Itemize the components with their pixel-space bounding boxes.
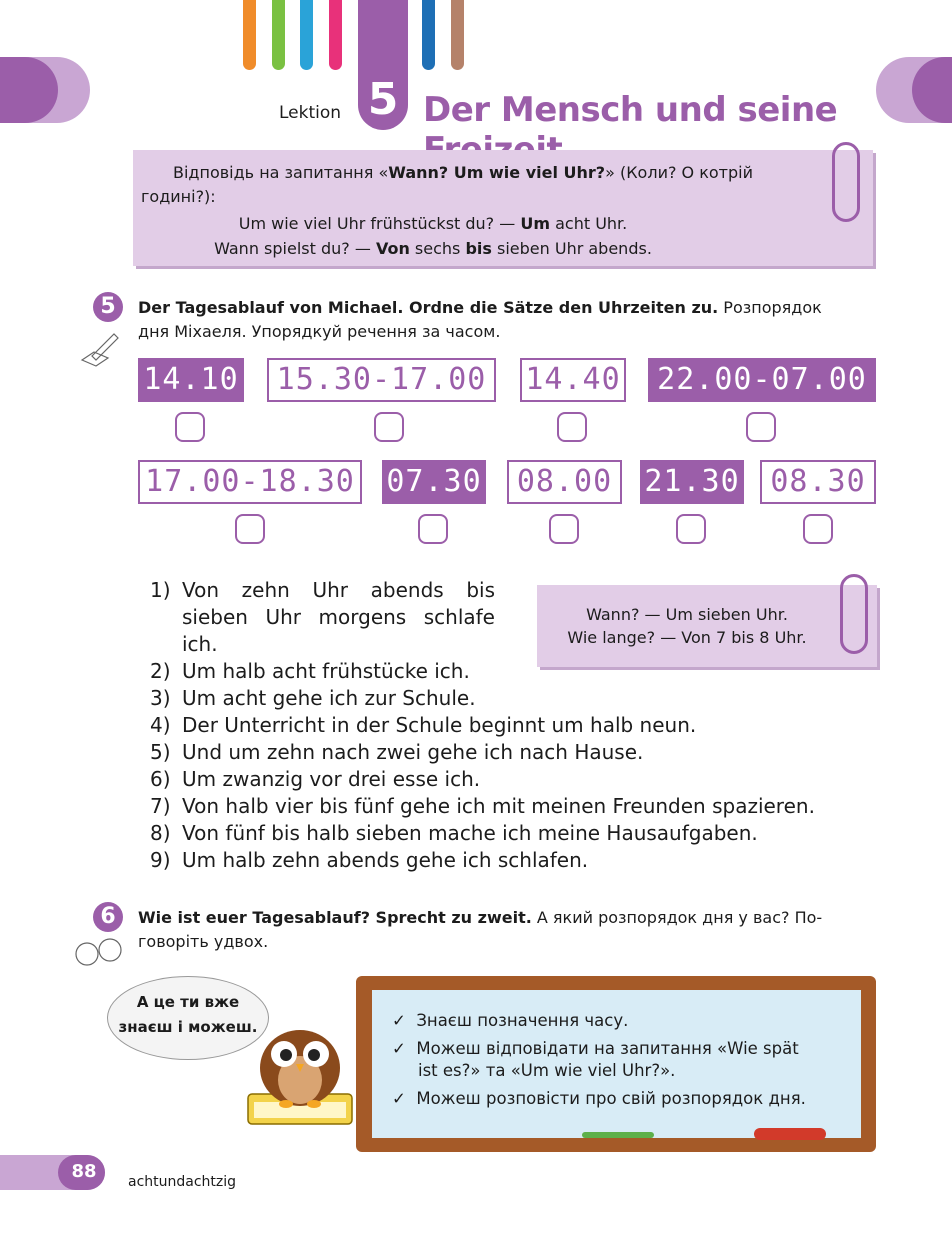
sentence-2: 2) Um halb acht frühstücke ich. (150, 659, 470, 683)
time-box: 21.30 (640, 460, 744, 504)
rule-line-4: Wann spielst du? — Von sechs bis sieben Uhr abends. (214, 239, 652, 258)
header-stripe-green (272, 0, 285, 70)
time-box: 08.00 (507, 460, 622, 504)
header-stripe-pink (329, 0, 342, 70)
eraser-icon (754, 1128, 826, 1140)
time-box: 14.10 (138, 358, 244, 402)
chalk-icon (582, 1132, 654, 1138)
board-item-2: ✓ Можеш відповідати на запитання «Wie spät ist es?» та «Um wie viel Uhr?». (392, 1039, 799, 1080)
answer-checkbox[interactable] (557, 412, 587, 442)
rule-line-1: Відповідь на запитання «Wann? Um wie viel Uhr?» (Коли? О котрій (173, 163, 753, 182)
board-item-3: ✓ Можеш розповісти про свій розпорядок дня. (392, 1089, 806, 1108)
lektion-label: Lektion (279, 103, 342, 123)
task-5-number: 5 (93, 292, 123, 322)
sentence-6: 6) Um zwanzig vor drei esse ich. (150, 767, 481, 791)
rule-line-3: Um wie viel Uhr frühstückst du? — Um acht Uhr. (238, 214, 628, 233)
sentence-8: 8) Von fünf bis halb sieben mache ich meine Hausaufgaben. (150, 821, 758, 845)
answer-checkbox[interactable] (549, 514, 579, 544)
header-stripe-blue (300, 0, 313, 70)
owl-on-book-illustration (244, 1022, 356, 1132)
paper-clip-icon (832, 142, 860, 222)
sentence-7: 7) Von halb vier bis fünf gehe ich mit meinen Freunden spazieren. (150, 794, 815, 818)
time-box: 14.40 (520, 358, 626, 402)
grammar-rule-box (133, 150, 873, 266)
header-stripe-brown (451, 0, 464, 70)
answer-checkbox[interactable] (235, 514, 265, 544)
answer-checkbox[interactable] (374, 412, 404, 442)
time-box: 07.30 (382, 460, 486, 504)
answer-checkbox[interactable] (175, 412, 205, 442)
answer-checkbox[interactable] (676, 514, 706, 544)
answer-checkbox[interactable] (746, 412, 776, 442)
page-number: 88 (71, 1161, 97, 1182)
sentence-1: 1) Von zehn Uhr abends bis sieben Uhr morgens schlafe ich. (150, 578, 495, 656)
board-item-1: ✓ Знаєш позначення часу. (392, 1011, 629, 1030)
paper-clip-icon (840, 574, 868, 654)
task-5-instruction: Der Tagesablauf von Michael. Ordne die Sätze den Uhrzeiten zu. Розпорядок дня Міхаеля. Упорядкуй речення за часом. (138, 298, 822, 341)
time-box: 15.30-17.00 (267, 358, 496, 402)
task-6-number: 6 (93, 902, 123, 932)
pencil-writing-icon (78, 330, 122, 374)
answer-checkbox[interactable] (803, 514, 833, 544)
owl-speech-bubble: А це ти вже знаєш і можеш. (107, 976, 269, 1060)
task-6-instruction: Wie ist euer Tagesablauf? Sprecht zu zweit. А який розпорядок дня у вас? По- говоріть удвох. (138, 908, 823, 951)
sentence-5: 5) Und um zehn nach zwei gehe ich nach Hause. (150, 740, 644, 764)
answer-checkbox[interactable] (418, 514, 448, 544)
time-box: 08.30 (760, 460, 876, 504)
lektion-number: 5 (358, 0, 408, 130)
time-box: 17.00-18.30 (138, 460, 362, 504)
rule-line-2: годині?): (141, 187, 216, 206)
header-stripe-orange (243, 0, 256, 70)
wann-info-box: Wann? — Um sieben Uhr. Wie lange? — Von 7 bis 8 Uhr. (537, 585, 877, 667)
header-stripe-darkblue (422, 0, 435, 70)
time-box: 22.00-07.00 (648, 358, 876, 402)
sentence-9: 9) Um halb zehn abends gehe ich schlafen. (150, 848, 589, 872)
sentence-3: 3) Um acht gehe ich zur Schule. (150, 686, 476, 710)
sentence-4: 4) Der Unterricht in der Schule beginnt um halb neun. (150, 713, 697, 737)
two-faces-icon (72, 936, 126, 972)
page-number-word: achtundachtzig (128, 1174, 237, 1190)
page-title: Der Mensch und seine (423, 90, 838, 130)
